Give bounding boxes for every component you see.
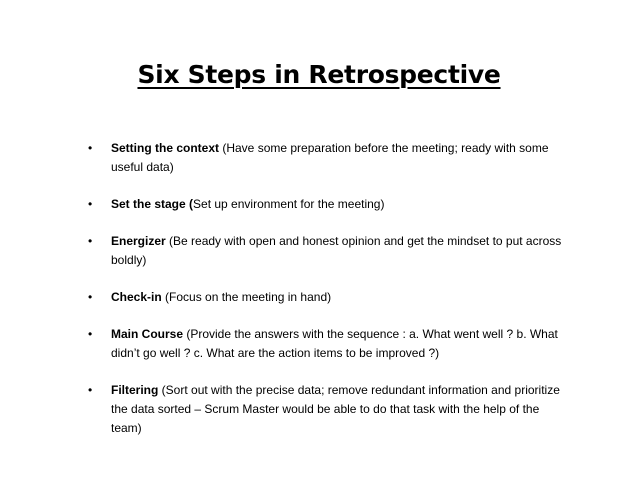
bullet-icon: • [88, 383, 93, 397]
bullet-item-check-in [88, 288, 568, 307]
bullet-icon: • [88, 290, 93, 304]
bullet-description: (Be ready with open and honest opinion and get the mindset to put across boldly) [111, 234, 562, 267]
bullet-term: Filtering [111, 383, 159, 397]
bullet-term: Set the stage ( [111, 197, 194, 211]
bullet-icon: • [88, 327, 93, 341]
bullet-item-set-the-stage [88, 195, 568, 214]
bullet-icon: • [88, 234, 93, 248]
bullet-description: (Provide the answers with the sequence : a. What went well ? b. What didn’t go well ? c. What are the action items to be improved ?) [111, 327, 558, 360]
bullet-item-filtering [88, 381, 568, 438]
bullet-term: Main Course [111, 327, 184, 341]
bullet-description: (Focus on the meeting in hand) [161, 290, 332, 304]
slide-title [0, 58, 638, 92]
bullet-icon: • [88, 197, 93, 211]
bullet-item-energizer [88, 232, 568, 270]
bullet-icon: • [88, 141, 93, 155]
bullet-term: Setting the context [111, 141, 220, 155]
bullet-term: Energizer [111, 234, 166, 248]
bullet-description: Set up environment for the meeting) [193, 197, 385, 211]
slide-title-text: Six Steps in Retrospective [137, 60, 501, 89]
bullet-description: (Sort out with the precise data; remove redundant information and prioritize the data sorted – Scrum Master would be able to do that task with the help of the team) [111, 383, 560, 435]
bullet-description: (Have some preparation before the meeting; ready with some useful data) [111, 141, 549, 174]
bullet-item-main-course [88, 325, 568, 363]
bullet-term: Check-in [111, 290, 162, 304]
bullet-item-setting-the-context [88, 139, 568, 177]
bullet-list [88, 139, 568, 438]
